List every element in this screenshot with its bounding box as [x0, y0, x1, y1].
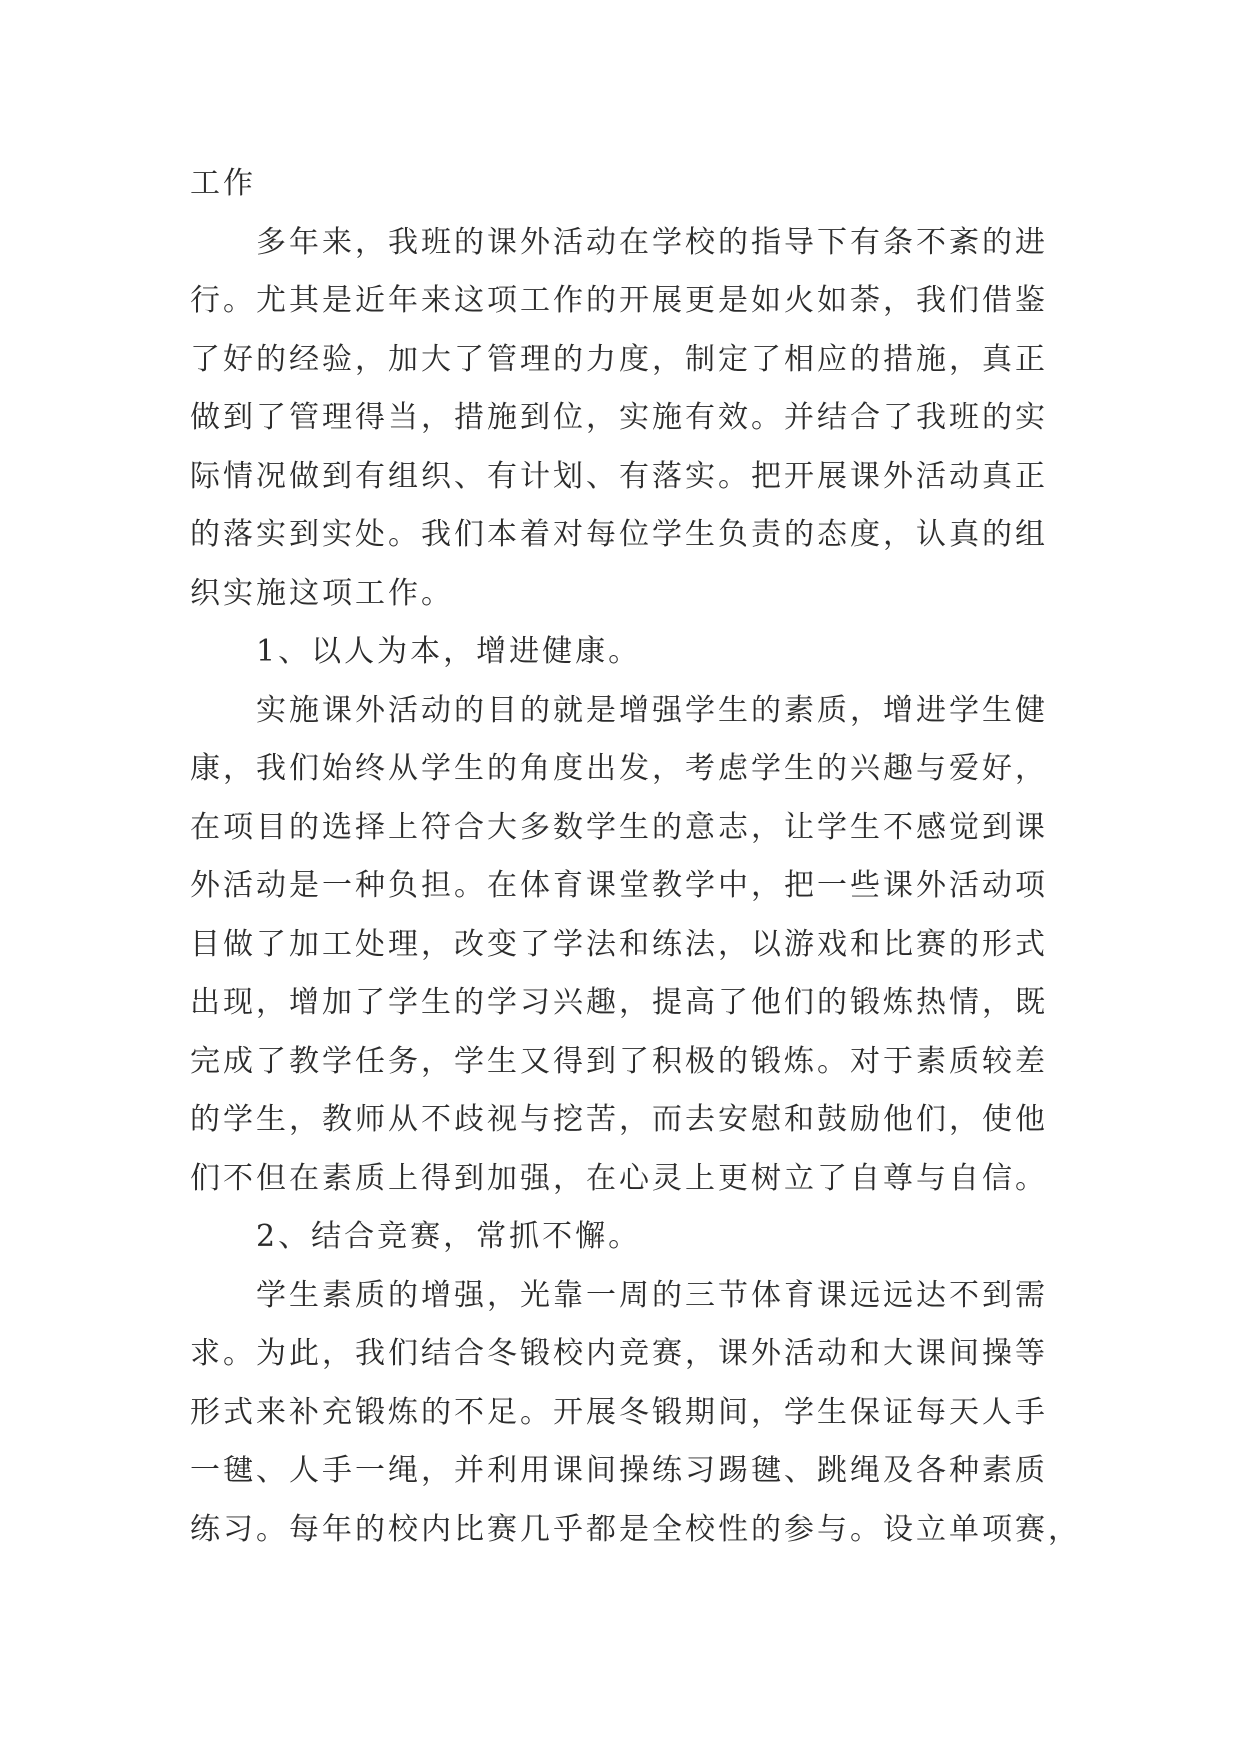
text-line: 的学生，教师从不歧视与挖苦，而去安慰和鼓励他们，使他	[190, 1102, 1048, 1137]
text-line: 形式来补充锻炼的不足。开展冬锻期间，学生保证每天人手	[190, 1394, 1048, 1430]
text-line: 实施课外活动的目的就是增强学生的素质，增进学生健	[256, 692, 1048, 728]
text-line: 学生素质的增强，光靠一周的三节体育课远远达不到需	[256, 1277, 1048, 1313]
text-line: 完成了教学任务，学生又得到了积极的锻炼。对于素质较差	[190, 1043, 1048, 1079]
text-line: 做到了管理得当，措施到位，实施有效。并结合了我班的实	[190, 400, 1048, 435]
text-line: 1、以人为本，增进健康。	[256, 634, 642, 669]
text-line: 出现，增加了学生的学习兴趣，提高了他们的锻炼热情，既	[190, 985, 1048, 1020]
text-line: 多年来，我班的课外活动在学校的指导下有条不紊的进	[256, 224, 1048, 260]
text-line: 目做了加工处理，改变了学法和练法，以游戏和比赛的形式	[190, 926, 1048, 962]
text-line: 在项目的选择上符合大多数学生的意志，让学生不感觉到课	[190, 809, 1048, 845]
text-line: 求。为此，我们结合冬锻校内竞赛，课外活动和大课间操等	[190, 1336, 1048, 1371]
text-line: 际情况做到有组织、有计划、有落实。把开展课外活动真正	[190, 458, 1048, 494]
text-line: 2、结合竞赛，常抓不懈。	[256, 1219, 642, 1254]
text-line: 工作	[190, 166, 256, 201]
body-text	[190, 155, 1081, 1559]
text-line: 了好的经验，加大了管理的力度，制定了相应的措施，真正	[190, 341, 1048, 377]
text-line: 的落实到实处。我们本着对每位学生负责的态度，认真的组	[190, 517, 1048, 552]
text-line: 织实施这项工作。	[190, 575, 454, 611]
text-line: 练习。每年的校内比赛几乎都是全校性的参与。设立单项赛，	[190, 1511, 1081, 1547]
text-line: 外活动是一种负担。在体育课堂教学中，把一些课外活动项	[190, 868, 1048, 903]
text-line: 一毽、人手一绳，并利用课间操练习踢毽、跳绳及各种素质	[190, 1453, 1048, 1488]
text-line: 们不但在素质上得到加强，在心灵上更树立了自尊与自信。	[190, 1160, 1048, 1196]
text-line: 行。尤其是近年来这项工作的开展更是如火如荼，我们借鉴	[190, 283, 1048, 318]
text-line: 康，我们始终从学生的角度出发，考虑学生的兴趣与爱好，	[190, 751, 1048, 786]
